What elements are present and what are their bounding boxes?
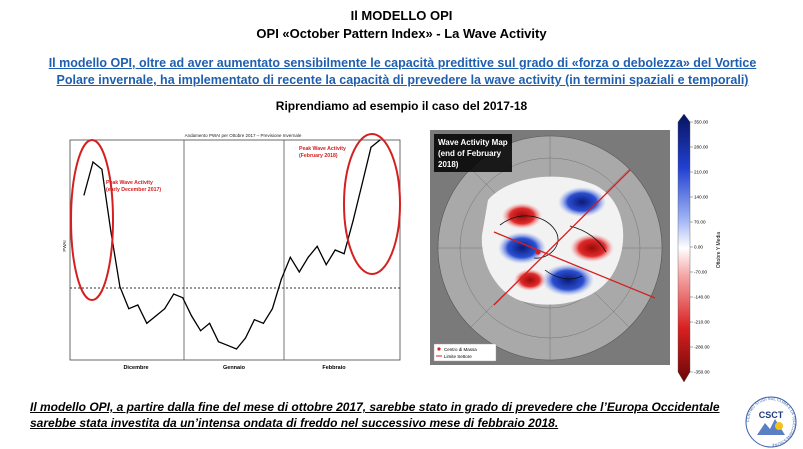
page-subtitle: OPI «October Pattern Index» - La Wave Activity: [256, 26, 547, 41]
colorbar-label: Ottobre Y Media: [716, 231, 722, 269]
csct-logo: [742, 395, 800, 449]
chart-title: Andamento PWAI per Ottobre 2017 – Previsione Invernale: [184, 133, 302, 138]
map-graphic: [430, 130, 670, 365]
annotation-right-line2: (February 2018): [299, 153, 338, 159]
logo-sun-icon: [775, 422, 783, 430]
colorbar-tick-label-0: 350.00: [694, 119, 709, 125]
chart-ylabel: PWAI: [62, 240, 67, 252]
logo-ring-text: CENTRO STUDI SUL CLIMA E LA TELECONNESSIONE: [744, 395, 798, 449]
pwai-point-19: [254, 319, 255, 320]
pwai-point-22: [281, 279, 282, 280]
pwai-point-9: [164, 308, 165, 309]
pwai-point-14: [209, 323, 210, 324]
colorbar-tick-label-5: 0.00: [694, 244, 703, 250]
colorbar-tick-label-7: -140.00: [694, 294, 710, 300]
legend-label-centro: Centro di Massa: [444, 347, 477, 352]
colorbar: [676, 110, 726, 390]
pwai-point-6: [137, 304, 138, 305]
pwai-point-17: [236, 348, 237, 349]
colorbar-tick-label-1: 280.00: [694, 144, 709, 150]
pwai-point-33: [379, 139, 380, 140]
colorbar-tick-label-9: -280.00: [694, 344, 710, 350]
pwai-point-0: [83, 194, 84, 195]
conclusion-paragraph: [30, 399, 730, 431]
pwai-point-20: [263, 323, 264, 324]
pwai-point-21: [272, 308, 273, 309]
pwai-point-24: [299, 271, 300, 272]
wave-red-2: [570, 234, 614, 262]
pwai-point-30: [353, 220, 354, 221]
annotation-left-line1: Peak Wave Activity: [106, 180, 153, 186]
legend-marker-centro: [437, 347, 440, 350]
pwai-point-25: [308, 257, 309, 258]
page-title: Il MODELLO OPI: [350, 8, 453, 23]
section-heading: Riprendiamo ad esempio il caso del 2017-18: [275, 99, 528, 113]
annotation-left-line2: (early December 2017): [106, 187, 162, 193]
pwai-point-11: [182, 297, 183, 298]
pwai-point-3: [110, 231, 111, 232]
month-label-gennaio: Gennaio: [222, 365, 246, 371]
colorbar-tick-label-8: -210.00: [694, 319, 710, 325]
map-title-line2: (end of February: [438, 149, 502, 158]
pwai-point-16: [227, 345, 228, 346]
colorbar-body: [678, 114, 690, 382]
annotation-right-line1: Peak Wave Activity: [299, 146, 346, 152]
wave-blue-2: [558, 187, 606, 217]
colorbar-tick-label-6: -70.00: [694, 269, 708, 275]
pwai-point-32: [370, 147, 371, 148]
pwai-point-29: [344, 253, 345, 254]
map-title-line1: Wave Activity Map: [438, 138, 508, 147]
colorbar-tick-label-10: -350.00: [694, 369, 710, 375]
pwai-point-12: [191, 315, 192, 316]
month-label-febbraio: Febbraio: [322, 365, 346, 371]
pwai-point-18: [245, 337, 246, 338]
pwai-point-8: [155, 315, 156, 316]
conclusion-line1: Il modello OPI, a partire dalla fine del mese di ottobre 2017, sarebbe stato in grado di prevedere che l’Europa Occidentale: [30, 400, 720, 414]
colorbar-tick-label-3: 140.00: [694, 194, 709, 200]
legend-label-limite: Limite Settore: [444, 354, 472, 359]
pwai-point-5: [128, 308, 129, 309]
logo-text: CSCT: [758, 410, 784, 420]
pwai-point-28: [335, 249, 336, 250]
map-title-line3: 2018): [438, 160, 459, 169]
pwai-point-10: [173, 293, 174, 294]
pwai-point-13: [200, 330, 201, 331]
colorbar-tick-label-2: 210.00: [694, 169, 709, 175]
pwai-point-1: [92, 161, 93, 162]
month-label-dicembre: Dicembre: [123, 365, 149, 371]
colorbar-tick-label-4: 70.00: [694, 219, 706, 225]
center-of-mass-marker: [535, 249, 540, 254]
pwai-point-4: [119, 286, 120, 287]
pwai-point-2: [101, 169, 102, 170]
pwai-point-31: [362, 183, 363, 184]
pwai-point-7: [146, 323, 147, 324]
pwai-point-26: [317, 246, 318, 247]
pwai-point-15: [218, 341, 219, 342]
pwai-point-27: [326, 264, 327, 265]
intro-paragraph: Il modello OPI, oltre ad aver aumentato sensibilmente le capacità predittive sul grado di «forza o debolezza» del Vortice Polare invernale, ha implementato di recente la capacità di prevedere la wave activity (in termini spaziali e temporali): [48, 56, 757, 87]
pwai-line-chart: [58, 128, 408, 373]
wave-activity-map: [430, 130, 670, 365]
pwai-point-23: [290, 257, 291, 258]
conclusion-line2: sarebbe stata investita da un’intensa ondata di freddo nel successivo mese di febbraio 2018.: [30, 416, 559, 430]
wave-blue-3: [542, 264, 594, 296]
colorbar-ticks: [690, 120, 710, 375]
